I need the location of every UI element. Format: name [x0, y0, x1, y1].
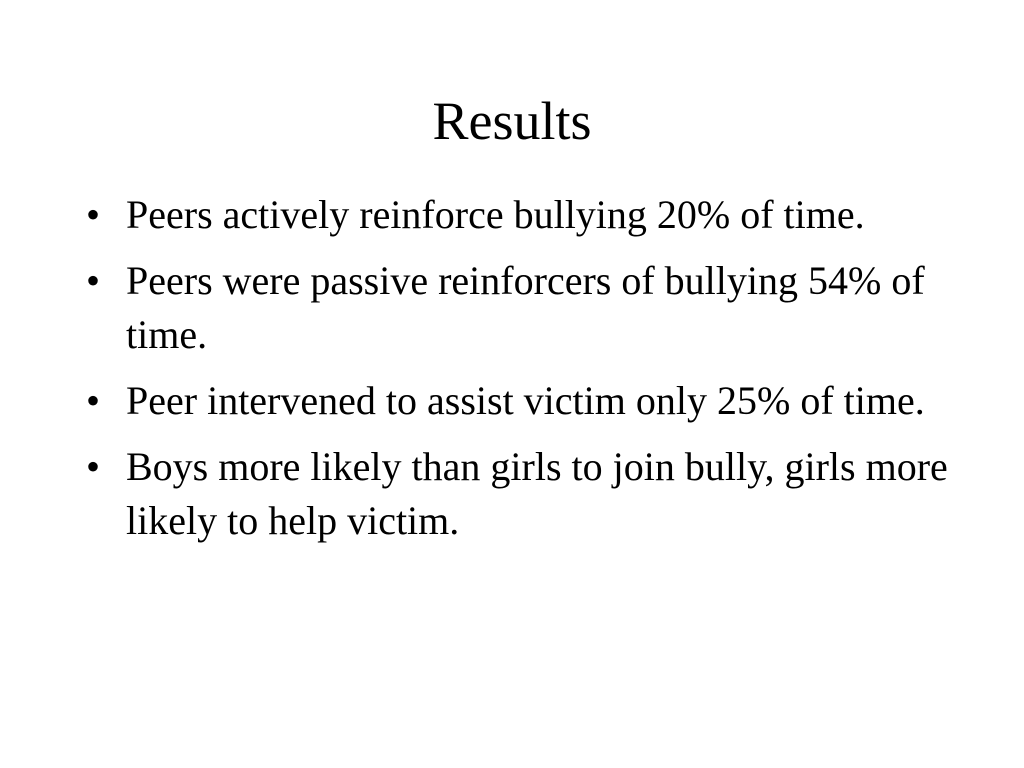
bullet-dot-icon: • [86, 258, 101, 303]
bullet-item [84, 188, 964, 242]
bullet-dot-icon: • [86, 444, 101, 489]
bullet-text: Boys more likely than girls to join bully, girls more likely to help victim. [126, 444, 948, 543]
bullet-dot-icon: • [86, 192, 101, 237]
bullet-text: Peers were passive reinforcers of bullying 54% of time. [126, 258, 925, 357]
bullet-dot-icon: • [86, 378, 101, 423]
bullet-item [84, 254, 964, 362]
bullet-list [84, 188, 964, 560]
bullet-text: Peers actively reinforce bullying 20% of time. [126, 192, 865, 237]
bullet-item [84, 374, 964, 428]
slide-title: Results [432, 91, 592, 151]
bullet-text: Peer intervened to assist victim only 25% of time. [126, 378, 925, 423]
bullet-item [84, 440, 964, 548]
